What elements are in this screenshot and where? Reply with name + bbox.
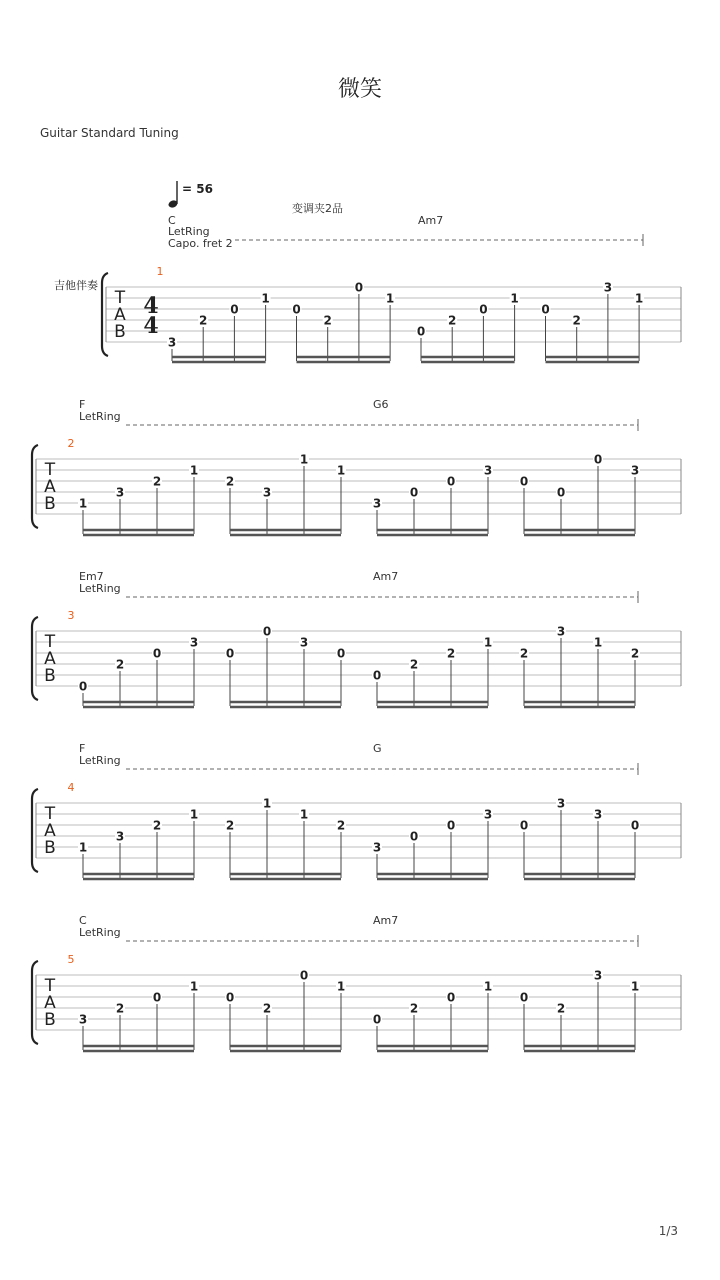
fret-number: 1: [483, 635, 493, 650]
fret-number: 3: [78, 1012, 88, 1027]
fret-number: 1: [261, 291, 270, 306]
tab-clef-letter: T: [44, 976, 56, 996]
tempo-marking: [168, 181, 213, 209]
tab-clef-letter: B: [44, 838, 56, 858]
fret-number: 3: [115, 485, 125, 500]
page-number: 1/3: [658, 1224, 678, 1238]
tab-clef-letter: A: [44, 477, 56, 497]
fret-number: 2: [225, 474, 235, 489]
tab-clef-letter: T: [44, 632, 56, 652]
fret-number: 1: [189, 807, 199, 822]
fret-number: 2: [152, 818, 162, 833]
fret-number: 3: [372, 840, 382, 855]
fret-number: 1: [299, 807, 309, 822]
fret-number: 1: [483, 979, 493, 994]
time-signature-top: 4: [143, 293, 159, 319]
tab-clef-letter: B: [114, 322, 126, 342]
fret-number: 0: [336, 646, 346, 661]
measure-number: 2: [67, 437, 75, 450]
let-ring-label: LetRing: [79, 754, 121, 767]
fret-number: 3: [556, 796, 566, 811]
track-name: 吉他伴奏: [54, 279, 98, 292]
fret-number: 0: [416, 324, 426, 339]
tab-system: [32, 570, 681, 707]
tab-clef-letter: T: [114, 288, 126, 308]
fret-number: 2: [409, 657, 419, 672]
tab-clef-letter: B: [44, 494, 56, 514]
chord-name: Am7: [373, 914, 399, 927]
fret-number: 0: [292, 302, 301, 317]
fret-number: 3: [630, 463, 640, 478]
tab-clef-letter: T: [44, 460, 56, 480]
fret-number: 1: [510, 291, 519, 306]
chord-name: Am7: [418, 214, 444, 227]
tab-systems: [32, 214, 681, 1051]
fret-number: 0: [78, 679, 88, 694]
fret-number: 1: [634, 291, 644, 306]
tab-clef-letter: B: [44, 1010, 56, 1030]
fret-number: 3: [593, 968, 603, 983]
let-ring-label: LetRing: [79, 582, 121, 595]
fret-number: 0: [409, 485, 419, 500]
fret-number: 2: [409, 1001, 419, 1016]
tab-system: [32, 914, 681, 1051]
fret-number: 1: [630, 979, 640, 994]
chord-name: C: [168, 214, 176, 227]
fret-number: 0: [519, 990, 529, 1005]
fret-number: 0: [479, 302, 488, 317]
fret-number: 2: [115, 657, 125, 672]
fret-number: 3: [299, 635, 309, 650]
fret-number: 2: [519, 646, 529, 661]
fret-number: 0: [152, 646, 162, 661]
measure-number: 5: [67, 953, 75, 966]
fret-number: 3: [115, 829, 125, 844]
tab-system: [54, 214, 681, 362]
fret-number: 3: [483, 463, 493, 478]
fret-number: 0: [230, 302, 239, 317]
chord-name: C: [79, 914, 87, 927]
capo-fret-label: Capo. fret 2: [168, 237, 233, 250]
tab-clef-letter: A: [114, 305, 126, 325]
fret-number: 0: [593, 452, 603, 467]
fret-number: 0: [225, 990, 235, 1005]
tempo-value: = 56: [182, 182, 213, 196]
capo-annotation: 变调夹2品: [292, 202, 343, 215]
fret-number: 1: [189, 979, 199, 994]
fret-number: 0: [541, 302, 550, 317]
fret-number: 1: [78, 496, 88, 511]
chord-name: Am7: [373, 570, 399, 583]
fret-number: 0: [299, 968, 309, 983]
fret-number: 2: [152, 474, 162, 489]
fret-number: 2: [323, 313, 332, 328]
fret-number: 3: [556, 624, 566, 639]
fret-number: 0: [372, 668, 382, 683]
fret-number: 2: [448, 313, 457, 328]
let-ring-label: LetRing: [79, 926, 121, 939]
measure-number: 4: [67, 781, 75, 794]
tab-system: [32, 742, 681, 879]
chord-name: Em7: [79, 570, 104, 583]
fret-number: 0: [446, 474, 456, 489]
fret-number: 0: [354, 280, 364, 295]
measure-number: 1: [156, 265, 164, 278]
chord-name: F: [79, 742, 86, 755]
song-title: 微笑: [337, 77, 383, 102]
fret-number: 1: [189, 463, 199, 478]
fret-number: 1: [593, 635, 603, 650]
fret-number: 2: [630, 646, 640, 661]
fret-number: 1: [385, 291, 395, 306]
fret-number: 0: [519, 818, 529, 833]
let-ring-label: LetRing: [79, 410, 121, 423]
fret-number: 3: [603, 280, 613, 295]
tab-system: [32, 398, 681, 535]
fret-number: 1: [336, 979, 346, 994]
fret-number: 3: [372, 496, 382, 511]
fret-number: 3: [483, 807, 493, 822]
fret-number: 0: [262, 624, 272, 639]
tab-clef-letter: A: [44, 649, 56, 669]
tuning-label: Guitar Standard Tuning: [40, 126, 179, 140]
fret-number: 1: [78, 840, 88, 855]
fret-number: 2: [115, 1001, 125, 1016]
fret-number: 2: [225, 818, 235, 833]
staff-bracket: [32, 445, 38, 528]
staff-bracket: [32, 961, 38, 1044]
tab-clef-letter: A: [44, 993, 56, 1013]
fret-number: 2: [336, 818, 346, 833]
fret-number: 0: [446, 818, 456, 833]
fret-number: 2: [572, 313, 581, 328]
measure-number: 3: [67, 609, 75, 622]
fret-number: 2: [446, 646, 456, 661]
let-ring-label: LetRing: [168, 225, 210, 238]
tab-clef-letter: T: [44, 804, 56, 824]
fret-number: 3: [167, 335, 177, 350]
time-signature-bottom: 4: [143, 313, 159, 339]
fret-number: 0: [409, 829, 419, 844]
staff-bracket: [32, 789, 38, 872]
chord-name: F: [79, 398, 86, 411]
tab-clef-letter: A: [44, 821, 56, 841]
chord-name: G6: [373, 398, 389, 411]
chord-name: G: [373, 742, 382, 755]
fret-number: 2: [199, 313, 208, 328]
fret-number: 0: [225, 646, 235, 661]
fret-number: 3: [189, 635, 199, 650]
fret-number: 1: [336, 463, 346, 478]
staff-bracket: [32, 617, 38, 700]
fret-number: 2: [262, 1001, 272, 1016]
fret-number: 1: [299, 452, 309, 467]
fret-number: 3: [593, 807, 603, 822]
fret-number: 3: [262, 485, 272, 500]
fret-number: 0: [372, 1012, 382, 1027]
staff-bracket: [102, 273, 108, 356]
fret-number: 0: [519, 474, 529, 489]
fret-number: 0: [152, 990, 162, 1005]
fret-number: 0: [446, 990, 456, 1005]
fret-number: 1: [262, 796, 272, 811]
fret-number: 0: [630, 818, 640, 833]
tab-clef-letter: B: [44, 666, 56, 686]
fret-number: 0: [556, 485, 566, 500]
fret-number: 2: [556, 1001, 566, 1016]
